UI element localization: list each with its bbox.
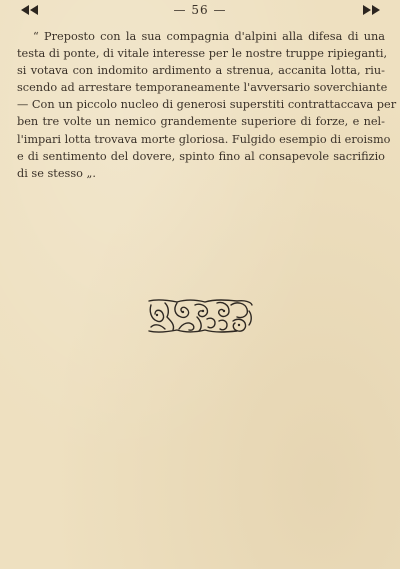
- text-line: “ Preposto con la sua compagnia d'alpini alla difesa di una: [33, 30, 385, 43]
- text-line: ben tre volte un nemico grandemente superiore di forze, e nel-: [17, 115, 385, 129]
- page-number: — 56 —: [173, 3, 227, 17]
- text-line: — Con un piccolo nucleo di generosi superstiti contrattaccava per: [17, 98, 397, 112]
- text-line: scendo ad arrestare temporaneamente l'avversario soverchiante: [17, 81, 388, 95]
- floral-ornament-icon: [147, 297, 254, 335]
- text-line: testa di ponte, di vitale interesse per le nostre truppe ripieganti,: [17, 47, 388, 61]
- text-line: l'impari lotta trovava morte gloriosa. Fulgido esempio di eroismo: [17, 132, 391, 146]
- text-line: si votava con indomito ardimento a strenua, accanita lotta, riu-: [17, 64, 385, 78]
- text-line: di se stesso „.: [17, 166, 96, 180]
- body-text: [17, 28, 397, 182]
- text-line: e di sentimento del dovere, spinto fino al consapevole sacrifizio: [17, 149, 385, 163]
